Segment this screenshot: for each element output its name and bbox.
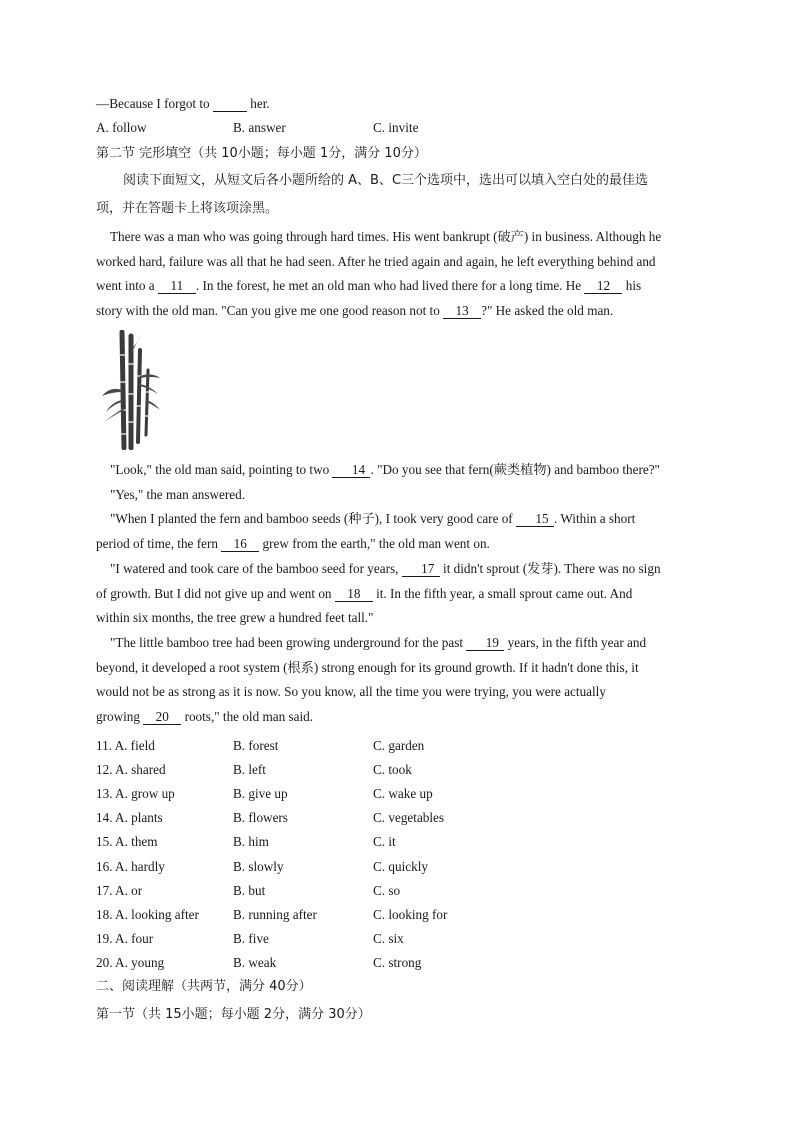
- question-15-option-c: C. it: [373, 834, 396, 849]
- instruction-line-2: 项，并在答题卡上将该项涂黑。: [96, 201, 279, 216]
- passage-paragraph-1: [96, 225, 698, 324]
- passage-line: went into a 11 . In the forest, he met an old man who had lived there for a long time. He 12 his: [96, 278, 642, 294]
- passage-line: "When I planted the fern and bamboo seeds (种子), I took very good care of 15 . Within a short: [110, 511, 636, 527]
- passage-line: period of time, the fern 16 grew from the earth," the old man went on.: [96, 536, 490, 552]
- passage-line: of growth. But I did not give up and went on 18 it. In the fifth year, a small sprout came out. And: [96, 585, 633, 601]
- blank-20: 20: [143, 710, 181, 725]
- blank-11: 11: [158, 279, 196, 294]
- question-15-option-a: 15. A. them: [96, 834, 158, 849]
- blank-16: 16: [221, 537, 259, 552]
- blank-13: 13: [443, 304, 481, 319]
- question-19-option-b: B. five: [233, 931, 269, 946]
- question-12-option-b: B. left: [233, 762, 266, 777]
- question-16-option-a: 16. A. hardly: [96, 859, 165, 874]
- blank-18: 18: [335, 587, 373, 602]
- blank-19: 19: [466, 636, 504, 651]
- question-14-option-c: C. vegetables: [373, 810, 445, 825]
- passage-paragraph-2: [96, 458, 698, 730]
- blank-12: 12: [584, 279, 622, 294]
- prev-option-c: C. invite: [373, 120, 419, 135]
- passage-line: would not be as strong as it is now. So you know, all the time you were trying, you were actually: [96, 684, 606, 700]
- question-13-option-c: C. wake up: [373, 786, 433, 801]
- question-17-option-a: 17. A. or: [96, 883, 143, 898]
- question-11-option-c: C. garden: [373, 738, 425, 753]
- section-heading: 第二节 完形填空（共 10小题；每小题 1分，满分 10分）: [96, 146, 427, 161]
- passage-line: story with the old man. "Can you give me one good reason not to 13 ?" He asked the old man.: [96, 303, 614, 319]
- question-20-option-b: B. weak: [233, 955, 277, 970]
- passage-line: within six months, the tree grew a hundred feet tall.": [96, 610, 374, 626]
- passage-line: "Look," the old man said, pointing to two 14 . "Do you see that fern(蕨类植物) and bamboo there?": [110, 462, 660, 477]
- question-13-option-b: B. give up: [233, 786, 288, 801]
- question-13-option-a: 13. A. grow up: [96, 786, 175, 801]
- question-20-option-c: C. strong: [373, 955, 422, 970]
- question-19-option-c: C. six: [373, 931, 404, 946]
- passage-line: growing 20 roots," the old man said.: [96, 709, 314, 725]
- blank-15: 15: [516, 512, 554, 527]
- prev-question-stem: —Because I forgot to her.: [96, 96, 270, 111]
- question-16-option-c: C. quickly: [373, 859, 428, 874]
- sub-section-heading: 第一节（共 15小题；每小题 2分，满分 30分）: [96, 1007, 371, 1022]
- prev-option-a: A. follow: [96, 120, 147, 135]
- blank-14: 14: [332, 463, 370, 478]
- passage-line: "The little bamboo tree had been growing underground for the past 19 years, in the fifth year and: [110, 634, 647, 650]
- question-12-option-c: C. took: [373, 762, 412, 777]
- question-18-option-c: C. looking for: [373, 907, 448, 922]
- question-14-option-a: 14. A. plants: [96, 810, 163, 825]
- question-17-option-b: B. but: [233, 883, 266, 898]
- question-16-option-b: B. slowly: [233, 859, 284, 874]
- passage-line: "Yes," the man answered.: [110, 486, 246, 502]
- question-11-option-a: 11. A. field: [96, 738, 155, 753]
- instruction-line-1: 阅读下面短文，从短文后各小题所给的 A、B、C三个选项中，选出可以填入空白处的最佳选: [123, 173, 649, 188]
- passage-line: beyond, it developed a root system (根系) strong enough for its ground growth. If it hadn't done this, it: [96, 659, 639, 675]
- question-15-option-b: B. him: [233, 834, 269, 849]
- passage-line: worked hard, failure was all that he had seen. After he tried again and again, he left everything behind and: [96, 253, 656, 269]
- passage-line: There was a man who was going through hard times. His went bankrupt (破产) in business. Although he: [110, 229, 662, 244]
- question-20-option-a: 20. A. young: [96, 955, 165, 970]
- question-12-option-a: 12. A. shared: [96, 762, 166, 777]
- question-19-option-a: 19. A. four: [96, 931, 154, 946]
- part-heading: 二、阅读理解（共两节，满分 40分）: [96, 979, 312, 994]
- passage-line: "I watered and took care of the bamboo seed for years, 17 it didn't sprout (发芽). There was no sign: [110, 560, 661, 576]
- answer-blank: [213, 97, 247, 112]
- question-18-option-a: 18. A. looking after: [96, 907, 199, 922]
- bamboo-illustration: [100, 330, 162, 450]
- question-14-option-b: B. flowers: [233, 810, 288, 825]
- prev-option-b: B. answer: [233, 120, 286, 135]
- blank-17: 17: [402, 562, 440, 577]
- question-18-option-b: B. running after: [233, 907, 317, 922]
- question-11-option-b: B. forest: [233, 738, 279, 753]
- question-17-option-c: C. so: [373, 883, 401, 898]
